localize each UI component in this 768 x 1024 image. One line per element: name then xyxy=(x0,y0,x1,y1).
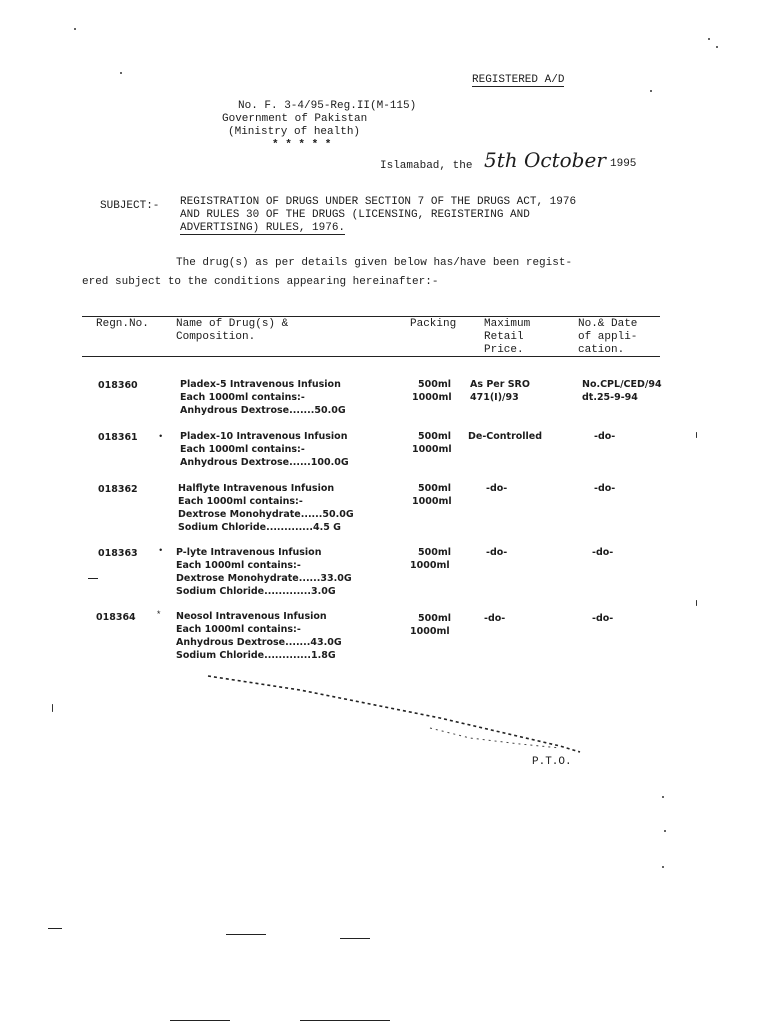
packing-size: 1000ml xyxy=(410,626,450,637)
scan-speck xyxy=(662,796,664,798)
intro-line-1: The drug(s) as per details given below has/have been regist- xyxy=(176,257,573,269)
max-retail-price: -do- xyxy=(486,547,508,558)
drug-composition-line: Each 1000ml contains:- xyxy=(176,560,301,571)
scan-speck xyxy=(74,28,76,30)
handwritten-date: 5th October xyxy=(484,148,606,172)
government-name: Government of Pakistan xyxy=(222,113,368,125)
application-date: dt.25-9-94 xyxy=(582,392,638,403)
drug-composition-line: Sodium Chloride.............3.0G xyxy=(176,586,336,597)
max-retail-price: 471(I)/93 xyxy=(470,392,519,403)
row-marker: • xyxy=(158,546,164,556)
drug-name: Pladex-10 Intravenous Infusion xyxy=(180,431,348,442)
row-marker: • xyxy=(158,432,164,442)
year: 1995 xyxy=(610,158,637,170)
regn-number: 018362 xyxy=(98,484,138,495)
drug-composition-line: Each 1000ml contains:- xyxy=(178,496,303,507)
ministry-name: (Ministry of health) xyxy=(228,126,361,138)
drug-name: P-lyte Intravenous Infusion xyxy=(176,547,322,558)
file-number: No. F. 3-4/95-Reg.II(M-115) xyxy=(238,100,417,112)
table-top-rule xyxy=(82,316,660,317)
drug-composition-line: Dextrose Monohydrate......33.0G xyxy=(176,573,352,584)
margin-dash xyxy=(88,578,98,579)
packing-size: 1000ml xyxy=(412,496,452,507)
packing-size: 500ml xyxy=(418,547,451,558)
drug-name: Pladex-5 Intravenous Infusion xyxy=(180,379,341,390)
scan-speck xyxy=(696,432,697,438)
row-marker: * xyxy=(156,610,162,620)
drug-composition-line: Anhydrous Dextrose.......50.0G xyxy=(180,405,346,416)
intro-line-2: ered subject to the conditions appearing hereinafter:- xyxy=(82,276,439,288)
drug-composition-line: Dextrose Monohydrate......50.0G xyxy=(178,509,354,520)
header-app-1: No.& Date xyxy=(578,318,638,330)
scan-mark xyxy=(300,1020,390,1021)
scan-speck xyxy=(52,704,53,712)
packing-size: 1000ml xyxy=(412,444,452,455)
max-retail-price: -do- xyxy=(486,483,508,494)
header-regn-no: Regn.No. xyxy=(96,318,149,330)
subject-line-1: REGISTRATION OF DRUGS UNDER SECTION 7 OF THE DRUGS ACT, 1976 xyxy=(180,196,577,208)
max-retail-price: -do- xyxy=(484,613,506,624)
scan-speck xyxy=(716,46,718,48)
drug-composition-line: Anhydrous Dextrose......100.0G xyxy=(180,457,349,468)
drug-name: Halflyte Intravenous Infusion xyxy=(178,483,335,494)
drug-composition-line: Each 1000ml contains:- xyxy=(180,392,305,403)
regn-number: 018363 xyxy=(98,548,138,559)
scan-speck xyxy=(664,830,666,832)
subject-line-2: AND RULES 30 OF THE DRUGS (LICENSING, REGISTERING AND xyxy=(180,209,530,221)
application-ref: -do- xyxy=(594,483,616,494)
scan-mark xyxy=(340,938,370,939)
packing-size: 500ml xyxy=(418,613,451,624)
packing-size: 1000ml xyxy=(412,392,452,403)
regn-number: 018364 xyxy=(96,612,136,623)
scan-mark xyxy=(170,1020,230,1021)
drug-composition-line: Sodium Chloride.............1.8G xyxy=(176,650,336,661)
table-header-rule xyxy=(82,356,660,357)
header-name-1: Name of Drug(s) & xyxy=(176,318,289,330)
scan-speck xyxy=(696,600,697,606)
header-stars: * * * * * xyxy=(272,139,332,151)
registered-ad-label: REGISTERED A/D xyxy=(472,74,565,86)
scan-mark xyxy=(226,934,266,935)
subject-label: SUBJECT:- xyxy=(100,200,160,212)
application-ref: -do- xyxy=(592,547,614,558)
max-retail-price: De-Controlled xyxy=(468,431,543,442)
max-retail-price: As Per SRO xyxy=(470,379,530,390)
packing-size: 500ml xyxy=(418,431,451,442)
header-app-3: cation. xyxy=(578,344,625,356)
header-name-2: Composition. xyxy=(176,331,256,343)
application-ref: -do- xyxy=(592,613,614,624)
pto-note: P.T.O. xyxy=(532,756,572,768)
application-ref: No.CPL/CED/94 xyxy=(582,379,662,390)
drug-composition-line: Each 1000ml contains:- xyxy=(180,444,305,455)
scan-speck xyxy=(662,866,664,868)
packing-size: 500ml xyxy=(418,379,451,390)
scan-speck xyxy=(120,72,122,74)
regn-number: 018361 xyxy=(98,432,138,443)
header-packing: Packing xyxy=(410,318,457,330)
drug-name: Neosol Intravenous Infusion xyxy=(176,611,327,622)
drug-composition-line: Sodium Chloride.............4.5 G xyxy=(178,522,341,533)
scan-speck xyxy=(650,90,652,92)
packing-size: 1000ml xyxy=(410,560,450,571)
header-mrp-3: Price. xyxy=(484,344,524,356)
header-mrp-2: Retail xyxy=(484,331,524,343)
drug-composition-line: Anhydrous Dextrose.......43.0G xyxy=(176,637,342,648)
place-label: Islamabad, the xyxy=(380,160,473,172)
packing-size: 500ml xyxy=(418,483,451,494)
regn-number: 018360 xyxy=(98,380,138,391)
application-ref: -do- xyxy=(594,431,616,442)
scan-speck xyxy=(708,38,710,40)
subject-line-3: ADVERTISING) RULES, 1976. xyxy=(180,222,346,234)
header-mrp-1: Maximum xyxy=(484,318,531,330)
header-app-2: of appli- xyxy=(578,331,638,343)
drug-composition-line: Each 1000ml contains:- xyxy=(176,624,301,635)
scan-mark xyxy=(48,928,62,929)
